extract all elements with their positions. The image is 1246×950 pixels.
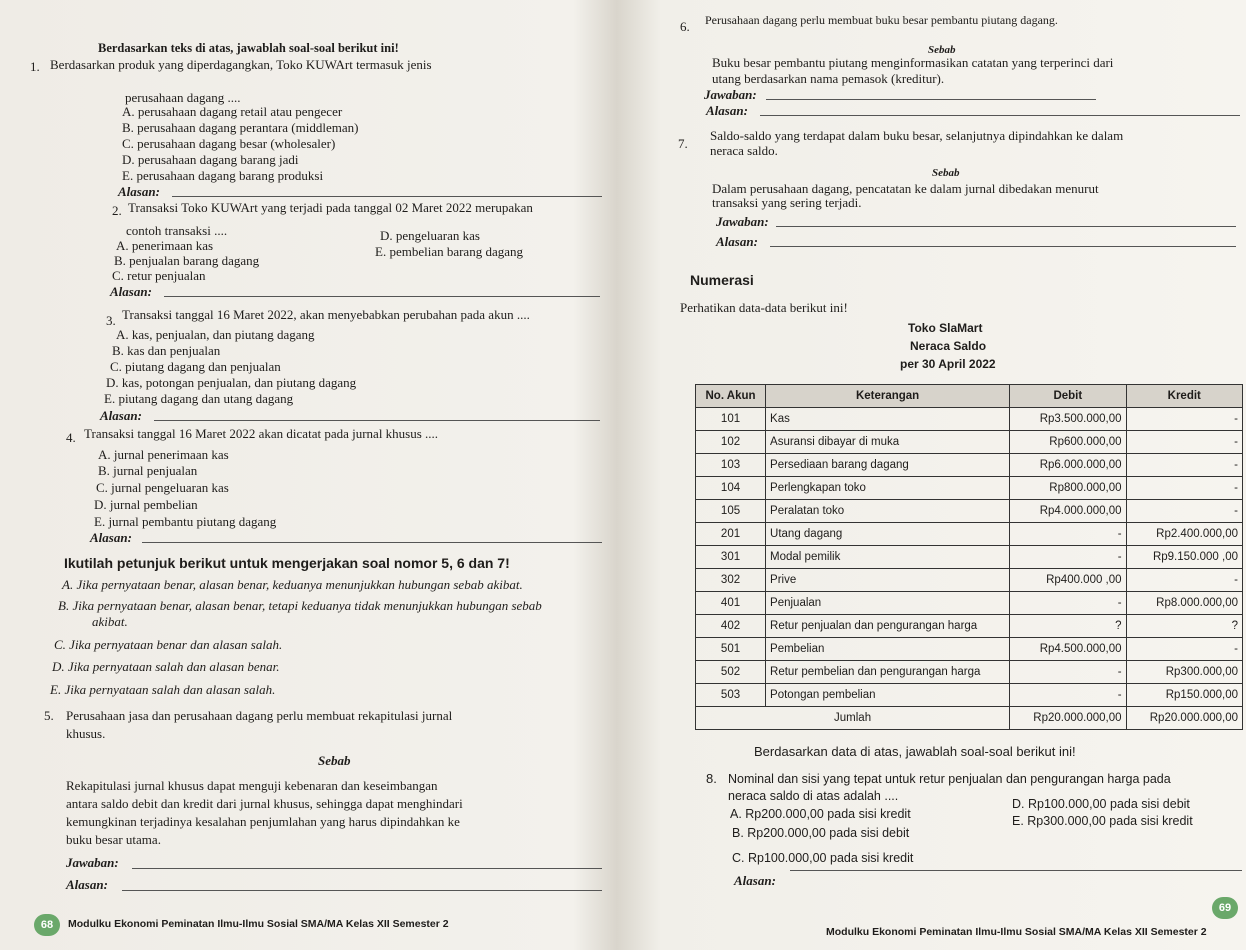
page-number-right: 69 — [1212, 897, 1238, 919]
q7-alasan-label: Alasan: — [716, 234, 758, 249]
cell-kredit: Rp300.000,00 — [1126, 661, 1242, 684]
rule-d: D. Jika pernyataan salah dan alasan benar. — [52, 659, 280, 674]
q2-option-a: A. penerimaan kas — [116, 238, 214, 253]
q2-option-e: E. pembelian barang dagang — [375, 244, 523, 259]
q3-alasan-label: Alasan: — [100, 408, 142, 423]
table-row — [696, 431, 1243, 454]
cell-debit: Rp800.000,00 — [1010, 477, 1126, 500]
table-row — [696, 569, 1243, 592]
q3-option-d: D. kas, potongan penjualan, dan piutang dagang — [106, 375, 357, 390]
neraca-saldo-table — [695, 384, 1243, 730]
table-row — [696, 500, 1243, 523]
table-row — [696, 615, 1243, 638]
data-intro: Perhatikan data-data berikut ini! — [680, 300, 848, 315]
cell-debit: - — [1010, 684, 1126, 707]
q8-option-d: D. Rp100.000,00 pada sisi debit — [1012, 797, 1190, 811]
cell-keterangan: Pembelian — [766, 638, 1010, 661]
q3-option-a: A. kas, penjualan, dan piutang dagang — [116, 327, 315, 342]
rule-b: B. Jika pernyataan benar, alasan benar, tetapi keduanya tidak menunjukkan hubungan sebab — [58, 598, 542, 613]
q7-alasan-line[interactable] — [770, 246, 1236, 247]
table-title-date: per 30 April 2022 — [900, 357, 996, 371]
q2-option-b: B. penjualan barang dagang — [114, 253, 260, 268]
q5-jawaban-line[interactable] — [132, 868, 602, 869]
q7-number: 7. — [678, 136, 688, 151]
rule-c: C. Jika pernyataan benar dan alasan salah. — [54, 637, 283, 652]
q4-number: 4. — [66, 430, 76, 445]
q5-reason-line4: buku besar utama. — [66, 832, 161, 847]
q1-answer-line[interactable] — [172, 196, 602, 197]
q8-question: Nominal dan sisi yang tepat untuk retur penjualan dan pengurangan harga pada — [728, 772, 1171, 786]
q6-reason-line1: Buku besar pembantu piutang menginformasikan catatan yang terperinci dari — [712, 55, 1114, 70]
cell-debit: - — [1010, 661, 1126, 684]
q8-option-b: B. Rp200.000,00 pada sisi debit — [732, 826, 910, 840]
q4-option-c: C. jurnal pengeluaran kas — [96, 480, 229, 495]
q8-option-a: A. Rp200.000,00 pada sisi kredit — [730, 807, 911, 821]
numerasi-heading: Numerasi — [690, 272, 754, 288]
q8-question-cont: neraca saldo di atas adalah .... — [728, 789, 899, 803]
cell-no-akun: 501 — [696, 638, 766, 661]
q4-option-b: B. jurnal penjualan — [98, 463, 198, 478]
table-row — [696, 477, 1243, 500]
cell-keterangan: Retur pembelian dan pengurangan harga — [766, 661, 1010, 684]
q1-option-e: E. perusahaan dagang barang produksi — [122, 168, 324, 183]
page-number-left: 68 — [34, 914, 60, 936]
q5-alasan-line[interactable] — [122, 890, 602, 891]
table-title-company: Toko SlaMart — [908, 321, 983, 335]
table-row — [696, 592, 1243, 615]
q6-jawaban-label: Jawaban: — [704, 87, 757, 102]
footer-left: Modulku Ekonomi Peminatan Ilmu-Ilmu Sosial SMA/MA Kelas XII Semester 2 — [68, 918, 449, 930]
q6-number: 6. — [680, 19, 690, 34]
rule-a: A. Jika pernyataan benar, alasan benar, keduanya menunjukkan hubungan sebab akibat. — [62, 577, 523, 592]
q6-alasan-label: Alasan: — [706, 103, 748, 118]
q6-alasan-line[interactable] — [760, 115, 1240, 116]
cell-keterangan: Peralatan toko — [766, 500, 1010, 523]
cell-keterangan: Potongan pembelian — [766, 684, 1010, 707]
table-title-name: Neraca Saldo — [910, 339, 987, 353]
cell-kredit: - — [1126, 477, 1242, 500]
q7-jawaban-label: Jawaban: — [716, 214, 769, 229]
after-table-instruction: Berdasarkan data di atas, jawablah soal-soal berikut ini! — [754, 744, 1076, 759]
q3-answer-line[interactable] — [154, 420, 600, 421]
table-row — [696, 638, 1243, 661]
header-kredit: Kredit — [1126, 385, 1242, 408]
q1-question: Berdasarkan produk yang diperdagangkan, Toko KUWArt termasuk jenis — [50, 57, 432, 72]
cell-no-akun: 103 — [696, 454, 766, 477]
table-row — [696, 546, 1243, 569]
q1-option-b: B. perusahaan dagang perantara (middleman) — [122, 120, 359, 135]
cell-kredit: - — [1126, 638, 1242, 661]
cell-kredit: Rp9.150.000 ,00 — [1126, 546, 1242, 569]
q4-question: Transaksi tanggal 16 Maret 2022 akan dicatat pada jurnal khusus .... — [84, 426, 439, 441]
cell-no-akun: 101 — [696, 408, 766, 431]
q2-answer-line[interactable] — [164, 296, 600, 297]
q7-reason-line2: transaksi yang sering terjadi. — [712, 195, 862, 210]
cell-kredit: Rp8.000.000,00 — [1126, 592, 1242, 615]
q1-option-d: D. perusahaan dagang barang jadi — [122, 152, 299, 167]
q3-option-b: B. kas dan penjualan — [112, 343, 221, 358]
rule-b-cont: akibat. — [92, 614, 128, 629]
q5-reason-line1: Rekapitulasi jurnal khusus dapat menguji kebenaran dan keseimbangan — [66, 778, 438, 793]
q8-number: 8. — [706, 771, 717, 786]
table-row — [696, 661, 1243, 684]
cell-kredit: - — [1126, 500, 1242, 523]
q7-sebab: Sebab — [932, 167, 960, 179]
cell-kredit: ? — [1126, 615, 1242, 638]
q1-option-a: A. perusahaan dagang retail atau pengecer — [122, 104, 343, 119]
header-no-akun: No. Akun — [696, 385, 766, 408]
q5-reason-line3: kemungkinan terjadinya kesalahan penjumlahan yang harus dipindahkan ke — [66, 814, 460, 829]
q2-option-c: C. retur penjualan — [112, 268, 206, 283]
q5-jawaban-label: Jawaban: — [66, 855, 119, 870]
q7-statement-cont: neraca saldo. — [710, 143, 778, 158]
table-header-row — [696, 385, 1243, 408]
cell-no-akun: 502 — [696, 661, 766, 684]
q1-question-cont: perusahaan dagang .... — [125, 90, 241, 105]
q2-question: Transaksi Toko KUWArt yang terjadi pada tanggal 02 Maret 2022 merupakan — [128, 200, 533, 215]
cell-keterangan: Prive — [766, 569, 1010, 592]
cell-debit: Rp600.000,00 — [1010, 431, 1126, 454]
q6-reason-line2: utang berdasarkan nama pemasok (kreditur). — [712, 71, 945, 86]
table-total-row — [696, 707, 1243, 730]
cell-kredit: - — [1126, 454, 1242, 477]
cell-debit: - — [1010, 592, 1126, 615]
q8-alasan-label: Alasan: — [734, 873, 776, 888]
q2-alasan-label: Alasan: — [110, 284, 152, 299]
q2-option-d: D. pengeluaran kas — [380, 228, 480, 243]
q7-jawaban-line[interactable] — [776, 226, 1236, 227]
q7-statement: Saldo-saldo yang terdapat dalam buku besar, selanjutnya dipindahkan ke dalam — [710, 128, 1124, 143]
q4-option-a: A. jurnal penerimaan kas — [98, 447, 229, 462]
cell-keterangan: Persediaan barang dagang — [766, 454, 1010, 477]
q6-statement: Perusahaan dagang perlu membuat buku besar pembantu piutang dagang. — [705, 13, 1058, 27]
q2-question-cont: contoh transaksi .... — [126, 223, 228, 238]
q5-statement-cont: khusus. — [66, 726, 106, 741]
cell-no-akun: 402 — [696, 615, 766, 638]
q3-option-c: C. piutang dagang dan penjualan — [110, 359, 281, 374]
cell-no-akun: 401 — [696, 592, 766, 615]
total-kredit: Rp20.000.000,00 — [1126, 707, 1242, 730]
q2-number: 2. — [112, 203, 122, 218]
q4-option-d: D. jurnal pembelian — [94, 497, 198, 512]
q5-sebab: Sebab — [318, 753, 351, 768]
cell-kredit: Rp150.000,00 — [1126, 684, 1242, 707]
footer-right: Modulku Ekonomi Peminatan Ilmu-Ilmu Sosial SMA/MA Kelas XII Semester 2 — [826, 926, 1207, 938]
q4-option-e: E. jurnal pembantu piutang dagang — [94, 514, 277, 529]
cell-keterangan: Utang dagang — [766, 523, 1010, 546]
table-row — [696, 684, 1243, 707]
cell-keterangan: Retur penjualan dan pengurangan harga — [766, 615, 1010, 638]
cell-debit: Rp4.000.000,00 — [1010, 500, 1126, 523]
rule-e: E. Jika pernyataan salah dan alasan salah. — [50, 682, 276, 697]
header-keterangan: Keterangan — [766, 385, 1010, 408]
table-row — [696, 454, 1243, 477]
q7-reason-line1: Dalam perusahaan dagang, pencatatan ke dalam jurnal dibedakan menurut — [712, 181, 1099, 196]
q6-sebab: Sebab — [928, 44, 956, 56]
cell-keterangan: Perlengkapan toko — [766, 477, 1010, 500]
cell-kredit: - — [1126, 431, 1242, 454]
cell-no-akun: 102 — [696, 431, 766, 454]
table-row — [696, 408, 1243, 431]
cell-debit: ? — [1010, 615, 1126, 638]
cell-keterangan: Asuransi dibayar di muka — [766, 431, 1010, 454]
cell-kredit: Rp2.400.000,00 — [1126, 523, 1242, 546]
q5-statement: Perusahaan jasa dan perusahaan dagang perlu membuat rekapitulasi jurnal — [66, 708, 453, 723]
cell-debit: Rp400.000 ,00 — [1010, 569, 1126, 592]
cell-debit: Rp4.500.000,00 — [1010, 638, 1126, 661]
cell-debit: Rp6.000.000,00 — [1010, 454, 1126, 477]
total-label: Jumlah — [696, 707, 1010, 730]
q1-number: 1. — [30, 59, 40, 74]
cell-debit: Rp3.500.000,00 — [1010, 408, 1126, 431]
cell-debit: - — [1010, 523, 1126, 546]
table-row — [696, 523, 1243, 546]
cell-no-akun: 105 — [696, 500, 766, 523]
q8-option-e: E. Rp300.000,00 pada sisi kredit — [1012, 814, 1193, 828]
section-heading: Berdasarkan teks di atas, jawablah soal-soal berikut ini! — [98, 41, 399, 55]
cell-kredit: - — [1126, 408, 1242, 431]
q1-option-c: C. perusahaan dagang besar (wholesaler) — [122, 136, 336, 151]
q5-alasan-label: Alasan: — [66, 877, 108, 892]
cell-no-akun: 302 — [696, 569, 766, 592]
q3-number: 3. — [106, 313, 116, 328]
cell-no-akun: 201 — [696, 523, 766, 546]
q6-jawaban-line[interactable] — [766, 99, 1096, 100]
cell-no-akun: 503 — [696, 684, 766, 707]
q8-option-c: C. Rp100.000,00 pada sisi kredit — [732, 851, 914, 865]
q5-number: 5. — [44, 708, 54, 723]
cell-keterangan: Modal pemilik — [766, 546, 1010, 569]
cell-no-akun: 104 — [696, 477, 766, 500]
q5-reason-line2: antara saldo debit dan kredit dari jurnal khusus, sehingga dapat menghindari — [66, 796, 463, 811]
cell-no-akun: 301 — [696, 546, 766, 569]
q4-answer-line[interactable] — [142, 542, 602, 543]
cell-keterangan: Kas — [766, 408, 1010, 431]
q3-option-e: E. piutang dagang dan utang dagang — [104, 391, 294, 406]
q3-question: Transaksi tanggal 16 Maret 2022, akan menyebabkan perubahan pada akun .... — [122, 307, 530, 322]
cell-keterangan: Penjualan — [766, 592, 1010, 615]
instruction-heading: Ikutilah petunjuk berikut untuk mengerjakan soal nomor 5, 6 dan 7! — [64, 555, 510, 571]
cell-kredit: - — [1126, 569, 1242, 592]
q4-alasan-label: Alasan: — [90, 530, 132, 545]
cell-debit: - — [1010, 546, 1126, 569]
q1-alasan-label: Alasan: — [118, 184, 160, 199]
total-debit: Rp20.000.000,00 — [1010, 707, 1126, 730]
header-debit: Debit — [1010, 385, 1126, 408]
